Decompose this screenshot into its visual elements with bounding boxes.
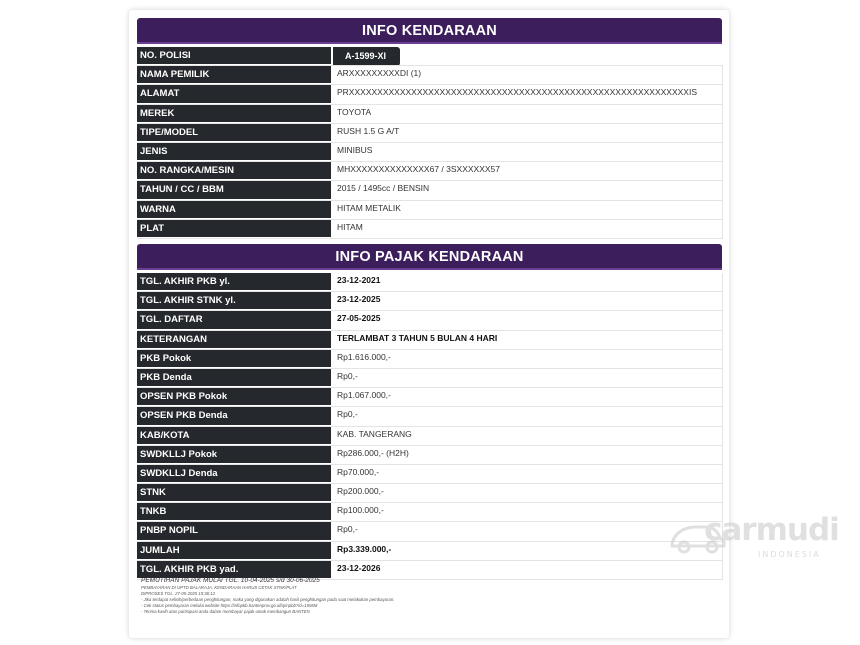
table-row	[137, 350, 723, 369]
row-value: ARXXXXXXXXXDI (1)	[331, 66, 723, 84]
carmudi-watermark	[668, 510, 848, 570]
row-value: Rp3.339.000,-	[331, 542, 723, 560]
table-row	[137, 522, 723, 541]
note-line-6: - Terima kasih atas partisipasi anda dalam membayar pajak untuk membangun BANTEN	[141, 609, 310, 614]
row-value: Rp0,-	[331, 369, 723, 387]
table-row	[137, 542, 723, 561]
table-row	[137, 220, 723, 239]
row-value: 23-12-2021	[331, 273, 723, 291]
row-label: PLAT	[137, 220, 331, 238]
table-row	[137, 311, 723, 330]
row-label: STNK	[137, 484, 331, 502]
table-row	[137, 124, 723, 143]
row-label: TGL. AKHIR PKB yl.	[137, 273, 331, 291]
table-row	[137, 407, 723, 426]
note-line-3: DIPROSES TGL. 27-05-2025 15:36:12	[141, 591, 216, 596]
row-value: MINIBUS	[331, 143, 723, 161]
table-row	[137, 181, 723, 200]
row-value: Rp70.000,-	[331, 465, 723, 483]
row-label: TGL. AKHIR PKB yad.	[137, 561, 331, 579]
row-label: OPSEN PKB Denda	[137, 407, 331, 425]
row-label: TAHUN / CC / BBM	[137, 181, 331, 199]
plate-number-badge: A-1599-XI	[331, 47, 400, 65]
row-label: SWDKLLJ Denda	[137, 465, 331, 483]
tax-info-table	[137, 273, 723, 580]
row-label: TIPE/MODEL	[137, 124, 331, 142]
row-value: RUSH 1.5 G A/T	[331, 124, 723, 142]
table-row	[137, 105, 723, 124]
row-label: WARNA	[137, 201, 331, 219]
row-value: TOYOTA	[331, 105, 723, 123]
row-value: KAB. TANGERANG	[331, 427, 723, 445]
table-row	[137, 331, 723, 350]
table-row	[137, 201, 723, 220]
note-line-5: - Cek status pembayaran melalui website https://infopkb.bantenprov.go.id/qrinpbb?id=1556M	[141, 603, 318, 608]
table-row	[137, 66, 723, 85]
row-label: OPSEN PKB Pokok	[137, 388, 331, 406]
row-value: HITAM	[331, 220, 723, 238]
note-line-4: - Jika terdapat selisih/perbedaan penghitungan, maka yang digunakan adalah hasil penghitungan pada saat melakukan pembayaran.	[141, 597, 395, 602]
row-label: PNBP NOPIL	[137, 522, 331, 540]
row-value: Rp200.000,-	[331, 484, 723, 502]
table-row	[137, 85, 723, 104]
table-row	[137, 465, 723, 484]
watermark-sub: INDONESIA	[758, 550, 821, 559]
vehicle-info-header: INFO KENDARAAN	[137, 18, 722, 44]
table-row	[137, 427, 723, 446]
table-row	[137, 484, 723, 503]
note-line-2: PEMBAYARAN DI UPTD BALARAJA, KENDARAAN HARUS CETAK STNK/PLAT	[141, 585, 297, 590]
row-label: PKB Denda	[137, 369, 331, 387]
row-label: TNKB	[137, 503, 331, 521]
row-value: 2015 / 1495cc / BENSIN	[331, 181, 723, 199]
row-label: JENIS	[137, 143, 331, 161]
row-label: KAB/KOTA	[137, 427, 331, 445]
plate-label: NO. POLISI	[137, 47, 331, 65]
row-label: TGL. DAFTAR	[137, 311, 331, 329]
row-value: 27-05-2025	[331, 311, 723, 329]
table-row	[137, 388, 723, 407]
row-value: 23-12-2026	[331, 561, 723, 579]
row-value: 23-12-2025	[331, 292, 723, 310]
note-line-1: PEMUTIHAN PAJAK MULAI TGL. 10-04-2025 s/d 30-06-2025	[141, 577, 320, 584]
row-value: Rp0,-	[331, 407, 723, 425]
watermark-brand: carmudi	[704, 512, 839, 548]
table-row	[137, 143, 723, 162]
row-value: HITAM METALIK	[331, 201, 723, 219]
notes-block	[141, 577, 561, 615]
row-label: TGL. AKHIR STNK yl.	[137, 292, 331, 310]
row-label: NAMA PEMILIK	[137, 66, 331, 84]
row-value: Rp1.067.000,-	[331, 388, 723, 406]
row-value: TERLAMBAT 3 TAHUN 5 BULAN 4 HARI	[331, 331, 723, 349]
table-row	[137, 273, 723, 292]
table-row-plate	[137, 47, 723, 66]
row-label: KETERANGAN	[137, 331, 331, 349]
row-value: Rp286.000,- (H2H)	[331, 446, 723, 464]
row-label: NO. RANGKA/MESIN	[137, 162, 331, 180]
row-label: SWDKLLJ Pokok	[137, 446, 331, 464]
row-label: MEREK	[137, 105, 331, 123]
table-row	[137, 503, 723, 522]
table-row	[137, 369, 723, 388]
row-value: Rp1.616.000,-	[331, 350, 723, 368]
row-value: Rp0,-	[331, 522, 723, 540]
row-label: ALAMAT	[137, 85, 331, 103]
table-row	[137, 162, 723, 181]
row-value: PRXXXXXXXXXXXXXXXXXXXXXXXXXXXXXXXXXXXXXXXXXXXXXXXXXXXXXXXXXXXXIS	[331, 85, 723, 103]
tax-info-header: INFO PAJAK KENDARAAN	[137, 244, 722, 270]
row-value: MHXXXXXXXXXXXXXX67 / 3SXXXXXX57	[331, 162, 723, 180]
row-label: PKB Pokok	[137, 350, 331, 368]
table-row	[137, 446, 723, 465]
vehicle-info-table	[137, 47, 723, 239]
table-row	[137, 292, 723, 311]
row-label: JUMLAH	[137, 542, 331, 560]
row-value: Rp100.000,-	[331, 503, 723, 521]
